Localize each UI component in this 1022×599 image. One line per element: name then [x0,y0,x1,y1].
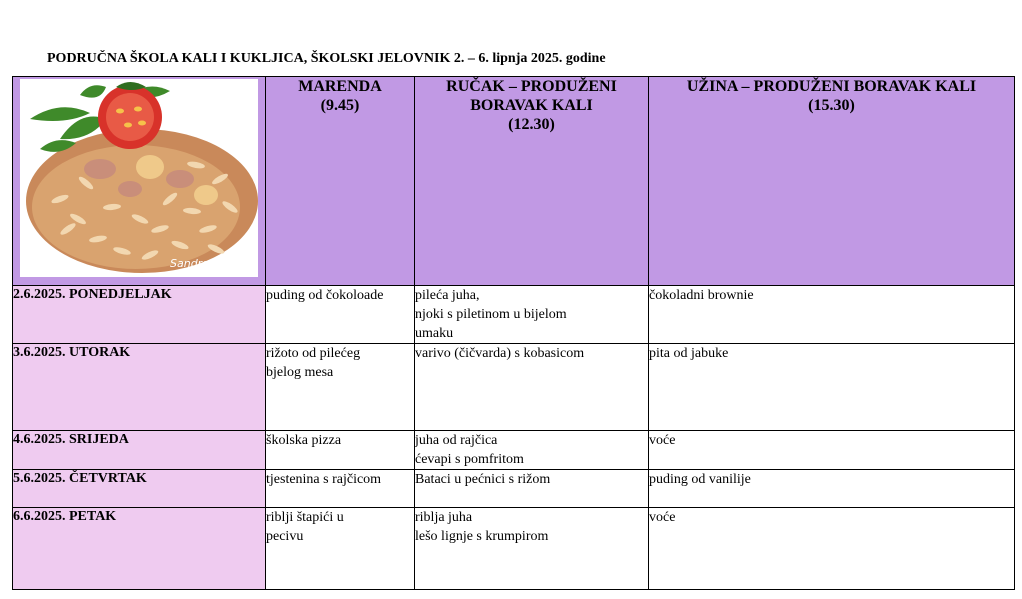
day-cell: 5.6.2025. ČETVRTAK [13,470,266,508]
column-header-rucak: RUČAK – PRODUŽENI BORAVAK KALI (12.30) [415,77,649,286]
table-row [13,431,1015,470]
uzina-cell: puding od vanilije [649,470,1015,508]
column-header-uzina: UŽINA – PRODUŽENI BORAVAK KALI (15.30) [649,77,1015,286]
header-row [13,77,1015,286]
day-cell: 4.6.2025. SRIJEDA [13,431,266,470]
marenda-cell: rižoto od pilećeg bjelog mesa [266,344,415,431]
day-cell: 2.6.2025. PONEDJELJAK [13,286,266,344]
column-header-marenda: MARENDA (9.45) [266,77,415,286]
school-menu-table [12,76,1015,590]
marenda-cell: riblji štapići u pecivu [266,508,415,590]
uzina-cell: pita od jabuke [649,344,1015,431]
risotto-dish-photo-icon [20,79,258,277]
menu-title: PODRUČNA ŠKOLA KALI I KUKLJICA, ŠKOLSKI JELOVNIK 2. – 6. lipnja 2025. godine [47,51,606,66]
uzina-cell: voće [649,508,1015,590]
day-cell: 6.6.2025. PETAK [13,508,266,590]
rucak-cell: Bataci u pećnici s rižom [415,470,649,508]
table-row [13,286,1015,344]
photo-cell [13,77,266,286]
table-row [13,508,1015,590]
marenda-cell: puding od čokoloade [266,286,415,344]
marenda-cell: tjestenina s rajčicom [266,470,415,508]
table-row [13,344,1015,431]
rucak-cell: riblja juha lešo lignje s krumpirom [415,508,649,590]
rucak-cell: varivo (čičvarda) s kobasicom [415,344,649,431]
rucak-cell: juha od rajčica ćevapi s pomfritom [415,431,649,470]
marenda-cell: školska pizza [266,431,415,470]
uzina-cell: voće [649,431,1015,470]
uzina-cell: čokoladni brownie [649,286,1015,344]
photo-watermark: Sandrabe's [170,257,232,270]
rucak-cell: pileća juha, njoki s piletinom u bijelom umaku [415,286,649,344]
table-row [13,470,1015,508]
day-cell: 3.6.2025. UTORAK [13,344,266,431]
